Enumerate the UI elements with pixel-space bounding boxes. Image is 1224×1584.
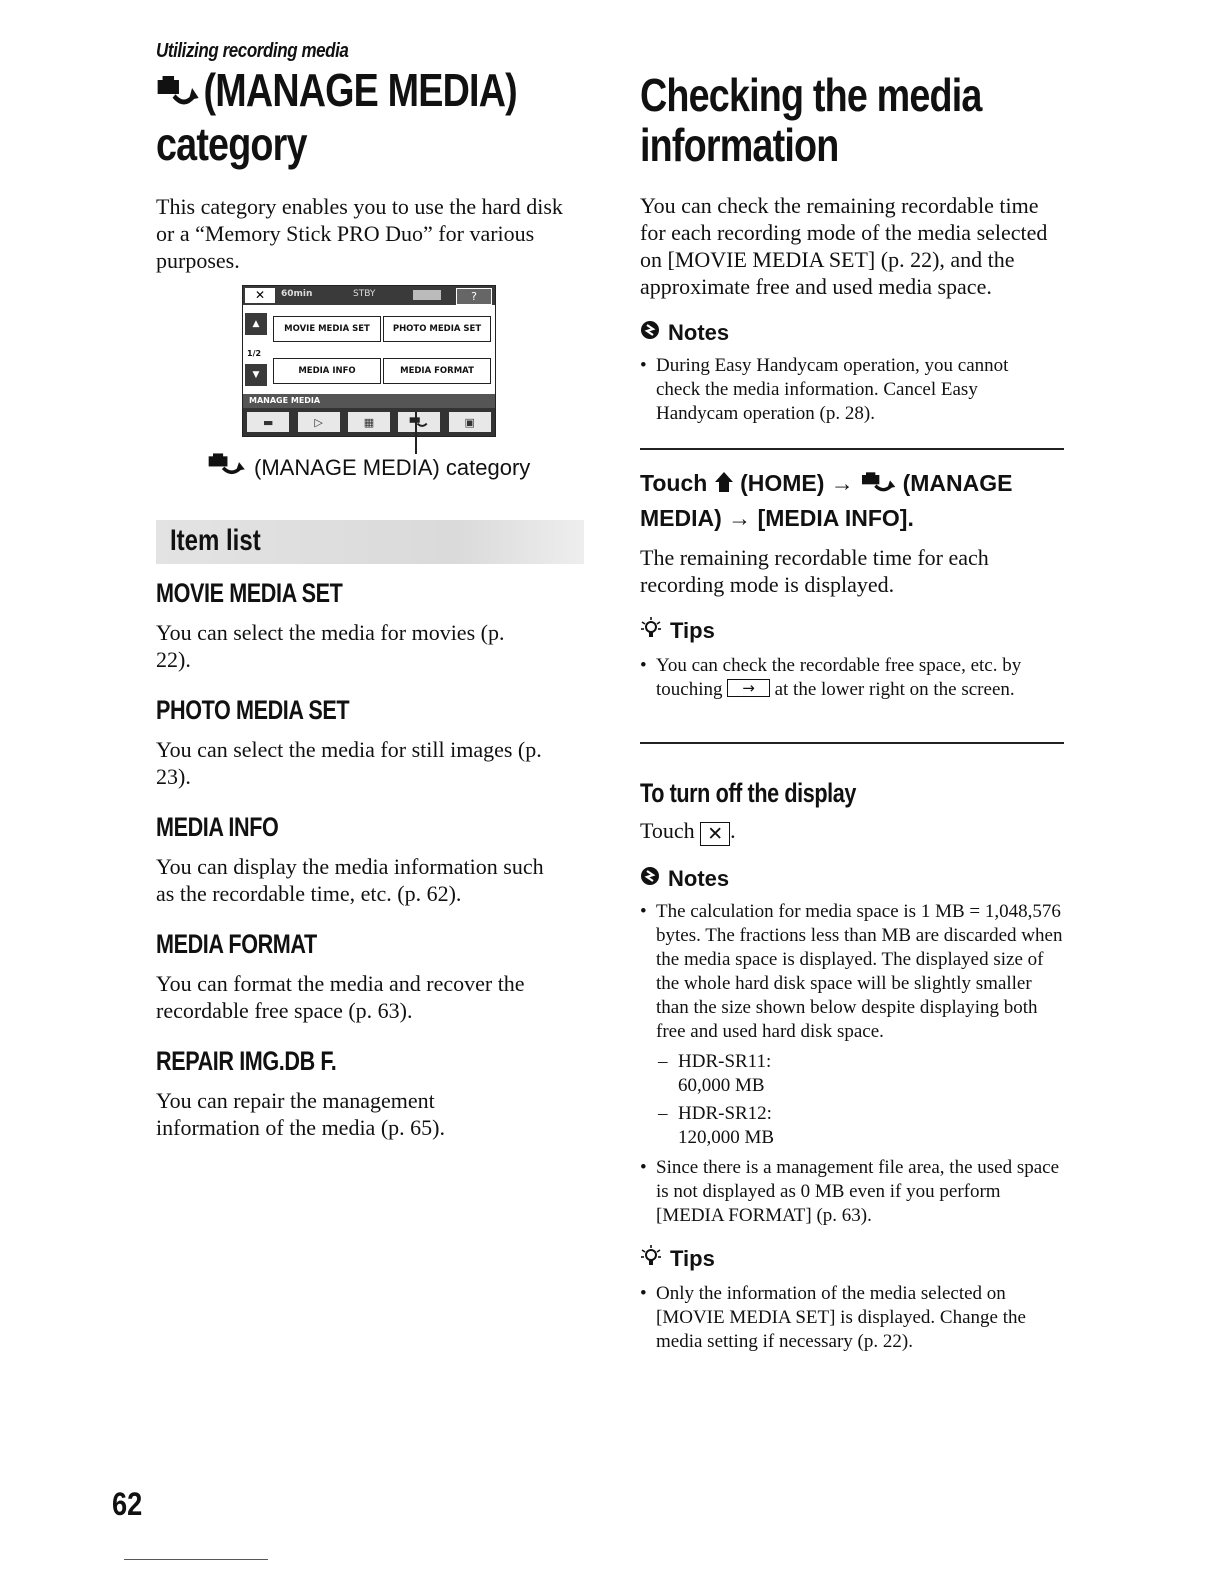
title-line-2: information bbox=[640, 119, 839, 171]
tip-text-before: You can check the recordable free space, etc. by touching bbox=[656, 655, 1022, 700]
step-arrow-1: → bbox=[830, 470, 854, 496]
home-icon bbox=[714, 470, 734, 501]
manage-media-screen bbox=[242, 285, 496, 437]
turn-off-label: Touch bbox=[640, 818, 695, 843]
notes-icon bbox=[640, 866, 660, 892]
item-photo-media-set bbox=[156, 695, 586, 790]
caption-pointer bbox=[415, 412, 417, 454]
note-calculation: • The calculation for media space is 1 MB = 1,048,576 bytes. The fractions less than MB are discarded when the media space is displayed. The displayed size of the whole hard disk space will be slightly smaller than the size shown below despite displaying both free and used hard disk space. bbox=[640, 900, 1066, 1044]
tips-label: Tips bbox=[670, 1246, 715, 1271]
other-category-icon[interactable]: ▦ bbox=[348, 412, 390, 432]
right-column bbox=[640, 70, 1070, 1354]
help-button[interactable]: ? bbox=[456, 288, 492, 305]
category-tabs bbox=[243, 408, 495, 436]
size-value: 60,000 MB bbox=[678, 1075, 765, 1096]
playback-category-icon[interactable]: ▷ bbox=[298, 412, 340, 432]
standby-indicator: STBY bbox=[353, 289, 376, 299]
movie-media-set-button[interactable]: MOVIE MEDIA SET bbox=[273, 316, 381, 342]
item-media-format bbox=[156, 929, 586, 1024]
item-list-section bbox=[156, 520, 586, 1141]
item-text: You can display the media information such as the recordable time, etc. (p. 62). bbox=[156, 854, 544, 906]
tips-icon bbox=[640, 1244, 662, 1274]
page-number: 62 bbox=[112, 1486, 143, 1522]
note-easy-handycam: • During Easy Handycam operation, you cannot check the media information. Cancel Easy Handycam operation (p. 28). bbox=[640, 354, 1056, 426]
size-model: HDR-SR11: bbox=[678, 1051, 772, 1072]
item-media-info bbox=[156, 812, 586, 907]
item-heading: MEDIA INFO bbox=[156, 812, 279, 842]
tips-heading-2 bbox=[640, 1244, 1070, 1274]
intro-text: This category enables you to use the hard disk or a “Memory Stick PRO Duo” for various purposes. bbox=[156, 193, 563, 273]
item-text: You can format the media and recover the recordable free space (p. 63). bbox=[156, 971, 525, 1023]
turn-off-text: Touch ✕ . bbox=[640, 818, 736, 845]
battery-time: 60min bbox=[281, 289, 313, 299]
notes-heading bbox=[640, 320, 1070, 346]
step-touch: Touch bbox=[640, 470, 708, 496]
step-home: (HOME) bbox=[740, 470, 825, 496]
tips-icon bbox=[640, 616, 662, 646]
item-repair-img-db bbox=[156, 1046, 586, 1141]
camera-category-icon[interactable]: ▬ bbox=[247, 412, 289, 432]
step-result-text: The remaining recordable time for each recording mode is displayed. bbox=[640, 545, 989, 597]
divider bbox=[640, 448, 1064, 450]
left-column bbox=[156, 40, 586, 274]
tip-media-selected: • Only the information of the media selected on [MOVIE MEDIA SET] is displayed. Change the media setting if necessary (p. 22). bbox=[640, 1282, 1056, 1354]
notes-heading-2 bbox=[640, 866, 1070, 892]
toolbox-category-icon[interactable]: ▣ bbox=[449, 412, 491, 432]
size-hdr-sr12: – HDR-SR12: 120,000 MB bbox=[640, 1102, 1070, 1150]
caption-text: (MANAGE MEDIA) category bbox=[254, 455, 531, 480]
screen-caption bbox=[206, 452, 530, 484]
manage-media-tab-icon[interactable] bbox=[398, 412, 440, 432]
manage-media-title bbox=[156, 64, 517, 170]
item-list-heading-bar bbox=[156, 520, 584, 564]
item-text: You can select the media for movies (p. 22). bbox=[156, 620, 505, 672]
item-heading: REPAIR IMG.DB F. bbox=[156, 1046, 337, 1076]
step-media-info: [MEDIA INFO]. bbox=[757, 505, 914, 531]
close-button[interactable]: ✕ bbox=[245, 288, 275, 303]
step-arrow-2: → bbox=[728, 505, 752, 531]
divider bbox=[640, 742, 1064, 744]
media-indicator-icon bbox=[413, 290, 441, 300]
item-text: You can repair the management information of the media (p. 65). bbox=[156, 1088, 445, 1140]
close-key-icon: ✕ bbox=[700, 822, 730, 846]
scroll-up-button[interactable]: ▲ bbox=[245, 313, 267, 335]
note-management-area: • Since there is a management file area, the used space is not displayed as 0 MB even if you perform [MEDIA FORMAT] (p. 63). bbox=[640, 1156, 1066, 1228]
media-format-button[interactable]: MEDIA FORMAT bbox=[383, 358, 491, 384]
notes-label: Notes bbox=[668, 866, 730, 891]
size-model: HDR-SR12: bbox=[678, 1103, 772, 1124]
category-bar: MANAGE MEDIA bbox=[243, 394, 495, 408]
title-line-1: Checking the media bbox=[640, 69, 982, 121]
tip-text-after: at the lower right on the screen. bbox=[774, 679, 1015, 700]
photo-media-set-button[interactable]: PHOTO MEDIA SET bbox=[383, 316, 491, 342]
media-info-button[interactable]: MEDIA INFO bbox=[273, 358, 381, 384]
notes-label: Notes bbox=[668, 320, 730, 345]
scroll-down-button[interactable]: ▼ bbox=[245, 364, 267, 386]
item-heading: MOVIE MEDIA SET bbox=[156, 578, 343, 608]
notes-icon bbox=[640, 320, 660, 346]
item-list-heading: Item list bbox=[170, 524, 261, 557]
item-text: You can select the media for still images (p. 23). bbox=[156, 737, 542, 789]
title-line-1: (MANAGE MEDIA) bbox=[203, 64, 517, 116]
item-heading: MEDIA FORMAT bbox=[156, 929, 317, 959]
step-manage: (MANAGE MEDIA) bbox=[640, 470, 1013, 531]
tip-free-space bbox=[640, 654, 1076, 702]
item-movie-media-set bbox=[156, 578, 586, 673]
tips-heading bbox=[640, 616, 1070, 646]
intro-text: You can check the remaining recordable time for each recording mode of the media selected on [MOVIE MEDIA SET] (p. 22), and the approximate free and used media space. bbox=[640, 193, 1048, 299]
title-line-2: category bbox=[156, 117, 307, 170]
page-indicator: 1/2 bbox=[247, 349, 262, 358]
manage-media-icon bbox=[156, 69, 199, 119]
checking-media-title bbox=[640, 70, 993, 170]
step-instruction bbox=[640, 468, 1064, 534]
screen-top-bar bbox=[243, 286, 495, 305]
item-heading: PHOTO MEDIA SET bbox=[156, 695, 350, 725]
size-value: 120,000 MB bbox=[678, 1127, 775, 1148]
footer-rule bbox=[124, 1559, 268, 1560]
tips-label: Tips bbox=[670, 618, 715, 643]
step-manage-media-icon bbox=[860, 471, 896, 503]
section-label: Utilizing recording media bbox=[156, 40, 349, 62]
turn-off-heading: To turn off the display bbox=[640, 778, 856, 808]
size-hdr-sr11: – HDR-SR11: 60,000 MB bbox=[640, 1050, 1070, 1098]
arrow-key-icon: → bbox=[727, 679, 770, 697]
caption-manage-media-icon bbox=[206, 452, 246, 484]
